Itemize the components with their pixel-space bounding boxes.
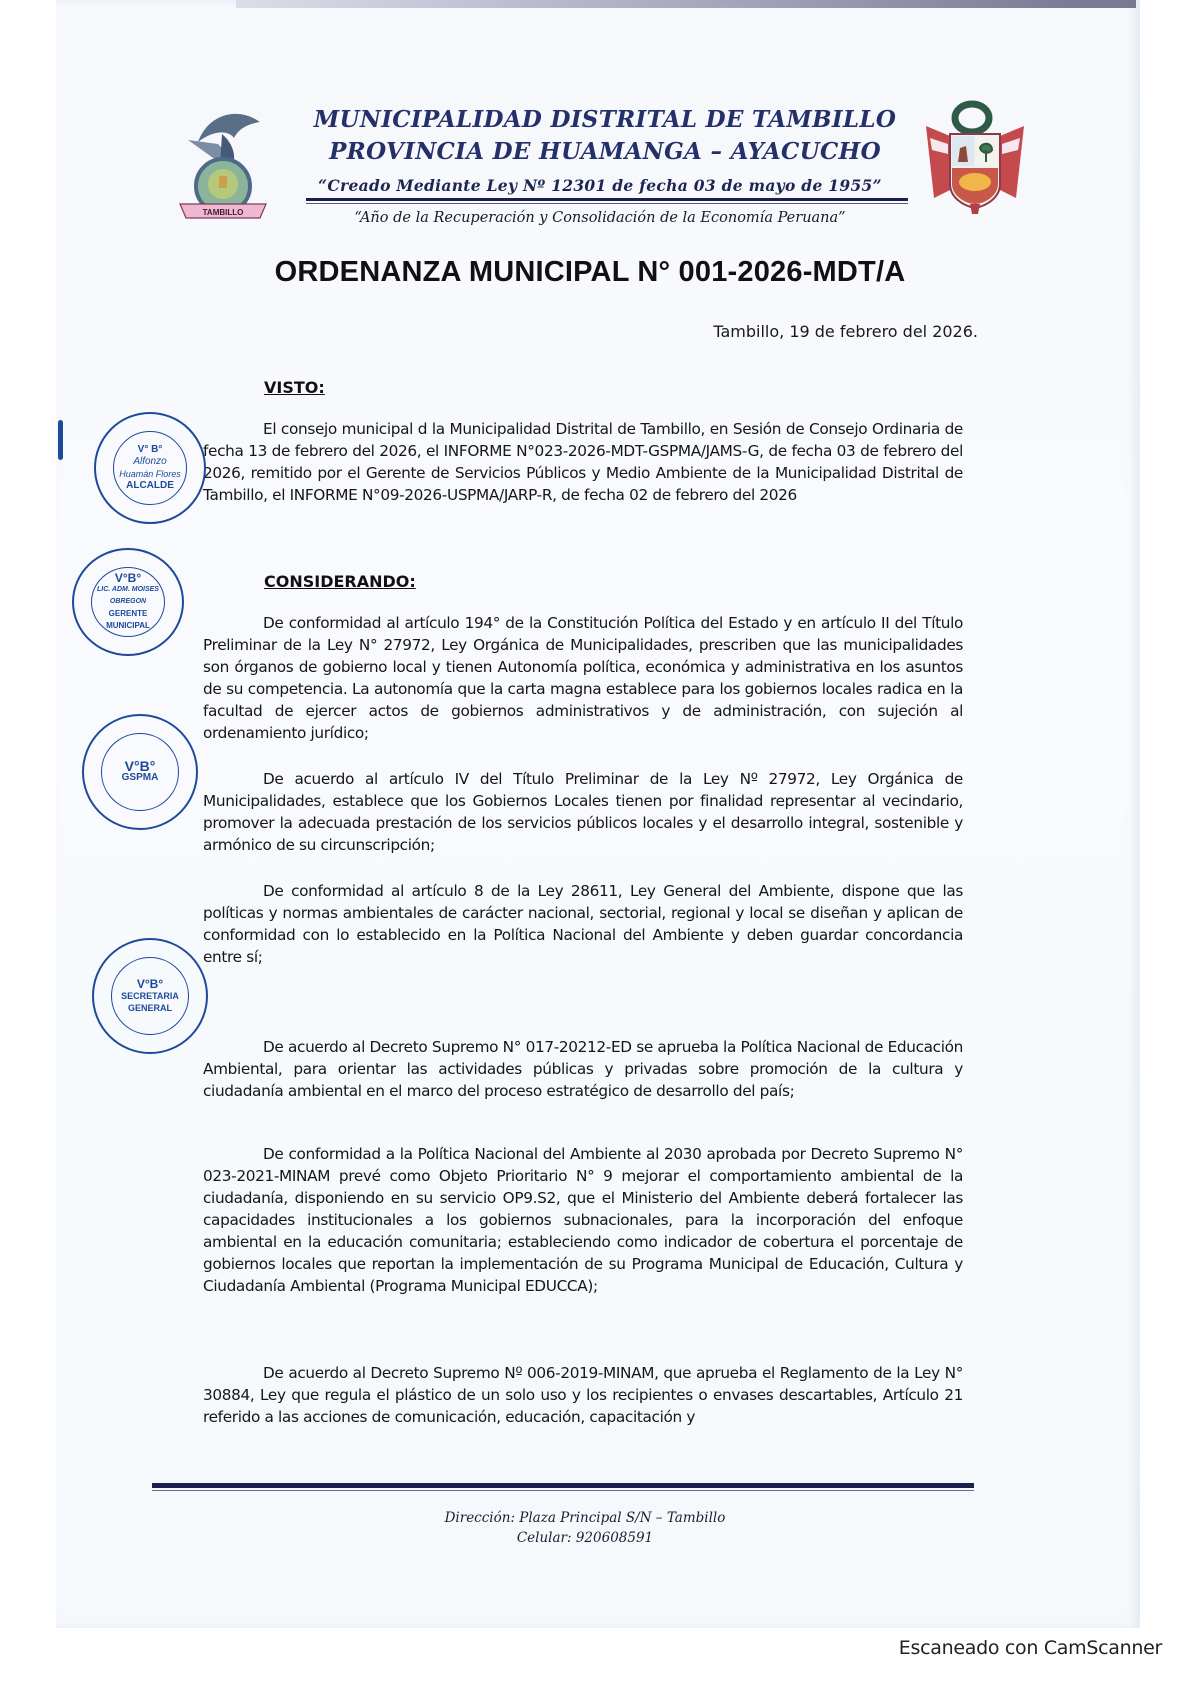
stamp-line: Huamán Flores (119, 469, 181, 479)
stamp-line: V°B° (136, 977, 164, 991)
considerando-paragraph-4 (203, 1036, 963, 1102)
stamp-line: OBREGON (109, 598, 147, 605)
header-divider-thin (306, 203, 908, 204)
header-municipality-name: MUNICIPALIDAD DISTRITAL DE TAMBILLO (313, 106, 897, 133)
section-heading-considerando: CONSIDERANDO: (264, 572, 416, 591)
stamp-secretaria-general (92, 938, 208, 1054)
stamp-edge-mark (58, 420, 63, 460)
stamp-line: V° B° (137, 444, 163, 455)
scan-edge-shadow (236, 0, 1136, 8)
stamp-line: ALCALDE (126, 480, 174, 491)
stamp-center (91, 567, 165, 637)
stamp-line: GSPMA (121, 772, 159, 783)
stamp-alcalde (94, 412, 206, 524)
footer-divider-thin (152, 1490, 974, 1491)
svg-text:TAMBILLO: TAMBILLO (202, 208, 244, 217)
paragraph-text: De conformidad al artículo 8 de la Ley 28611, Ley General del Ambiente, dispone que las políticas y normas ambientales de carácter nacional, sectorial, regional y local se diseñan y aplican de conformidad con lo establecido en la Política Nacional del Ambiente y deben guardar concordancia entre sí; (203, 882, 963, 966)
document-date: Tambillo, 19 de febrero del 2026. (713, 322, 978, 341)
stamp-center (101, 733, 179, 811)
paragraph-text: De conformidad a la Política Nacional del Ambiente al 2030 aprobada por Decreto Supremo N° 023-2021-MINAM prevé como Objeto Prioritario N° 9 mejorar el comportamiento ambiental de la ciudadanía, disponiendo en su servicio OP9.S2, que el Ministerio del Ambiente deberá fortalecer las capacidades institucionales a los gobiernos subnacionales, para la incorporación del enfoque ambiental en la educación comunitaria; estableciendo como indicador de cobertura el porcentaje de gobiernos locales que reportan la implementación de su Programa Municipal de Educación, Cultura y Ciudadanía Ambiental (Programa Municipal EDUCCA); (203, 1145, 963, 1295)
stamp-center (111, 957, 189, 1035)
stamp-line: V°B° (114, 571, 142, 585)
municipal-logo-icon (168, 104, 278, 224)
stamp-center (113, 431, 187, 505)
stamp-line: MUNICIPAL (106, 621, 150, 630)
header-divider (306, 198, 908, 201)
section-heading-visto: VISTO: (264, 378, 325, 397)
considerando-paragraph-5 (203, 1143, 963, 1297)
paragraph-text: De conformidad al artículo 194° de la Constitución Política del Estado y en artículo II del Título Preliminar de la Ley N° 27972, Ley Orgánica de Municipalidades, prescriben que las municipalidades son órganos de gobierno local y tienen Autonomía política, económica y administrativa en los asuntos de su competencia. La autonomía que la carta magna establece para los gobiernos locales radica en la facultad de ejercer actos de gobiernos administrativos y de administración, con sujeción al ordenamiento jurídico; (203, 614, 963, 742)
year-motto: “Año de la Recuperación y Consolidación de la Economía Peruana” (354, 210, 846, 226)
visto-text: El consejo municipal d la Municipalidad Distrital de Tambillo, en Sesión de Consejo Ordinaria de fecha 13 de febrero del 2026, el INFORME N°023-2026-MDT-GSPMA/JAMS-G, de fecha 03 de febrero del 2026, remitido por el Gerente de Servicios Públicos y Medio Ambiente de la Municipalidad Distrital de Tambillo, el INFORME N°09-2026-USPMA/JARP-R, de fecha 02 de febrero del 2026 (203, 420, 963, 504)
paragraph-text: De acuerdo al Decreto Supremo N° 017-20212-ED se aprueba la Política Nacional de Educación Ambiental, para orientar las actividades públicas y privadas sobre promoción de la cultura y ciudadanía ambiental en el marco del proceso estratégico de desarrollo del país; (203, 1038, 963, 1100)
camscanner-watermark: Escaneado con CamScanner (898, 1637, 1162, 1659)
stamp-line: SECRETARIA (121, 991, 179, 1001)
considerando-paragraph-2 (203, 768, 963, 856)
header-creation-law: “Creado Mediante Ley Nº 12301 de fecha 03 de mayo de 1955” (318, 176, 882, 195)
header-province: PROVINCIA DE HUAMANGA – AYACUCHO (329, 138, 881, 165)
stamp-line: Alfonzo (133, 456, 167, 467)
stamp-gerente-municipal (72, 548, 184, 656)
footer-address: Dirección: Plaza Principal S/N – Tambillo (444, 1510, 726, 1526)
considerando-paragraph-1 (203, 612, 963, 744)
stamp-line: V°B° (124, 758, 156, 774)
paragraph-text: De acuerdo al Decreto Supremo Nº 006-2019-MINAM, que aprueba el Reglamento de la Ley N° 30884, Ley que regula el plástico de un solo uso y los recipientes o envases descartables, Artículo 21 referido a las acciones de comunicación, educación, capacitación y (203, 1364, 963, 1426)
stamp-line: GENERAL (127, 1003, 172, 1013)
paragraph-text: De acuerdo al artículo IV del Título Preliminar de la Ley Nº 27972, Ley Orgánica de Municipalidades, establece que los Gobiernos Locales tienen por finalidad representar al vecindario, promover la adecuada prestación de los servicios públicos locales y el desarrollo integral, sostenible y armónico de su circunscripción; (203, 770, 963, 854)
stamp-line: GERENTE (108, 609, 148, 618)
considerando-paragraph-6 (203, 1362, 963, 1428)
stamp-gspma (82, 714, 198, 830)
coat-of-arms-icon (920, 98, 1030, 216)
considerando-paragraph-3 (203, 880, 963, 968)
footer-divider (152, 1483, 974, 1488)
document-title: ORDENANZA MUNICIPAL N° 001-2026-MDT/A (274, 256, 906, 288)
visto-paragraph (203, 418, 963, 506)
footer-phone: Celular: 920608591 (516, 1530, 654, 1546)
stamp-line: LIC. ADM. MOISES (97, 586, 159, 593)
